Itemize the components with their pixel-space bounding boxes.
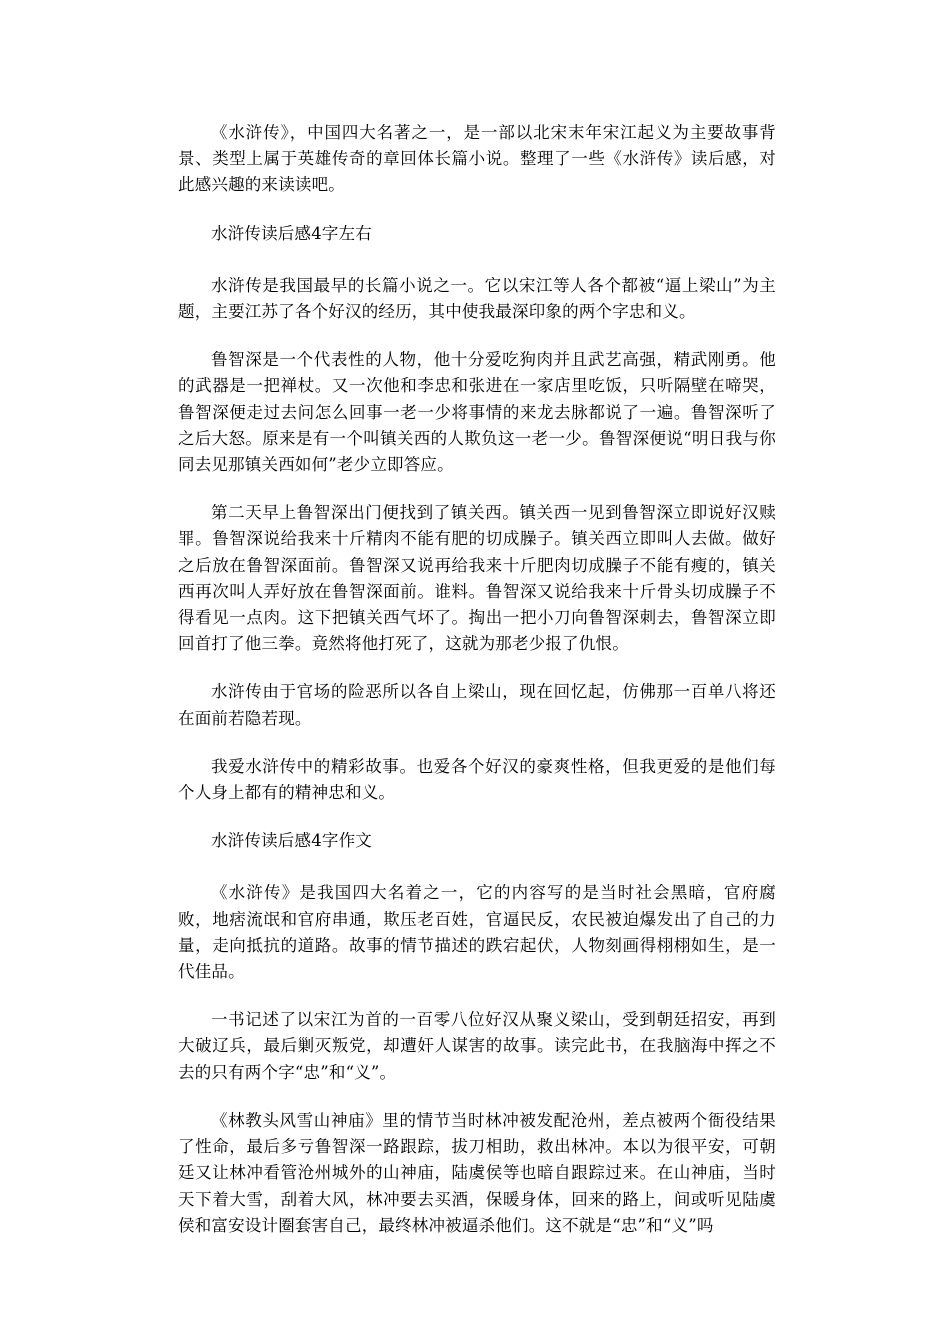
body-paragraph: 鲁智深是一个代表性的人物，他十分爱吃狗肉并且武艺高强，精武刚勇。他的武器是一把禅杖。又一次他和李忠和张进在一家店里吃饭，只听隔壁在啼哭，鲁智深便走过去问怎么回事一老一少将事情的来龙去脉都说了一遍。鲁智深听了之后大怒。原来是有一个叫镇关西的人欺负这一老一少。鲁智深便说“明日我与你同去见那镇关西如何”老少立即答应。 — [178, 350, 776, 475]
section-heading-1: 水浒传读后感4字左右 — [211, 223, 372, 243]
body-paragraph: 我爱水浒传中的精彩故事。也爱各个好汉的豪爽性格，但我更爱的是他们每个人身上都有的精神忠和义。 — [178, 756, 776, 803]
section-heading-2: 水浒传读后感4字作文 — [211, 831, 372, 851]
intro-paragraph: 《水浒传》，中国四大名著之一，是一部以北宋末年宋江起义为主要故事背景、类型上属于英雄传奇的章回体长篇小说。整理了一些《水浒传》读后感，对此感兴趣的来读读吧。 — [178, 123, 776, 195]
body-paragraph: 《林教头风雪山神庙》里的情节当时林冲被发配沧州，差点被两个衙役结果了性命，最后多亏鲁智深一路跟踪，拔刀相助，救出林冲。本以为很平安，可朝廷又让林冲看管沧州城外的山神庙，陆虞侯等也暗自跟踪过来。在山神庙，当时天下着大雪，刮着大风，林冲要去买酒，保暖身体，回来的路上，间或听见陆虞侯和富安设计圈套害自己，最终林冲被逼杀他们。这不就是“忠”和“义”吗 — [178, 1110, 776, 1235]
body-paragraph: 第二天早上鲁智深出门便找到了镇关西。镇关西一见到鲁智深立即说好汉赎罪。鲁智深说给我来十斤精肉不能有肥的切成臊子。镇关西立即叫人去做。做好之后放在鲁智深面前。鲁智深又说再给我来十斤肥肉切成臊子不能有瘦的，镇关西再次叫人弄好放在鲁智深面前。谁料。鲁智深又说给我来十斤骨头切成臊子不得看见一点肉。这下把镇关西气坏了。掏出一把小刀向鲁智深刺去，鲁智深立即回首打了他三拳。竟然将他打死了，这就为那老少报了仇恨。 — [178, 503, 776, 654]
document-body — [178, 120, 776, 1261]
body-paragraph: 水浒传是我国最早的长篇小说之一。它以宋江等人各个都被“逼上梁山”为主题，主要江苏了各个好汉的经历，其中使我最深印象的两个字忠和义。 — [178, 275, 776, 322]
body-paragraph: 水浒传由于官场的险恶所以各自上梁山，现在回忆起，仿佛那一百单八将还在面前若隐若现。 — [178, 682, 776, 728]
body-paragraph: 《水浒传》是我国四大名着之一，它的内容写的是当时社会黑暗，官府腐败，地痞流氓和官府串通，欺压老百姓，官逼民反，农民被迫爆发出了自己的力量，走向抵抗的道路。故事的情节描述的跌宕起伏，人物刻画得栩栩如生，是一代佳品。 — [178, 883, 776, 982]
body-paragraph: 一书记述了以宋江为首的一百零八位好汉从聚义梁山，受到朝廷招安，再到大破辽兵，最后剿灭叛党，却遭奸人谋害的故事。读完此书，在我脑海中挥之不去的只有两个字“忠”和“义”。 — [178, 1010, 776, 1082]
